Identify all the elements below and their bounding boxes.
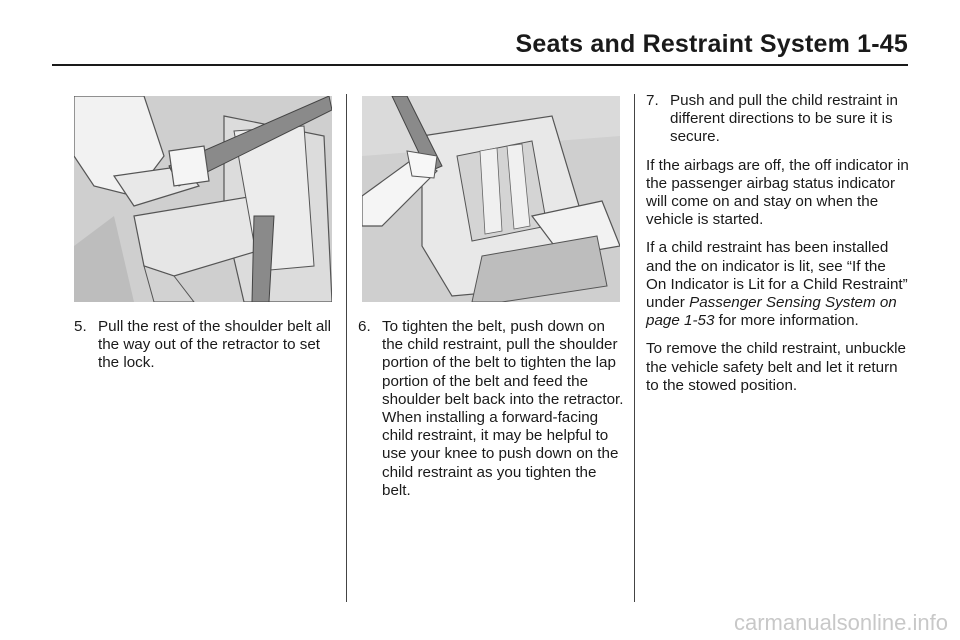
paragraph-text-after: for more information. [714,312,859,330]
watermark: carmanualsonline.info [733,610,948,635]
header-divider [52,64,908,66]
figure-tighten-belt [362,96,620,302]
page-title: Seats and Restraint System 1-45 [515,30,908,58]
on-indicator-paragraph [646,239,910,330]
cross-reference-link: Passenger Sensing System on page 1-53 [646,294,897,330]
step-text: Push and pull the child restraint in different directions to be sure it is secure. [670,92,898,146]
illustration-child-restraint [362,96,620,302]
paragraph-text-before: If a child restraint has been installed and the on indicator is lit, see “If the On Indicator is Lit for a Child Restraint” under [646,239,908,312]
step-text: To tighten the belt, push down on the child restraint, pull the shoulder portion of the belt to tighten the lap portion of the belt and feed the shoulder belt back into the retractor. When installing a forward-facing child restraint, it may be helpful to use your knee to push down on the child restraint as you tighten the belt. [382,318,624,499]
step-7 [646,92,910,147]
step-5 [74,318,336,373]
remove-restraint-paragraph: To remove the child restraint, unbuckle the vehicle safety belt and let it return to the stowed position. [646,340,907,394]
column-1 [74,318,336,373]
step-number: 5. [74,318,87,335]
step-text: Pull the rest of the shoulder belt all the way out of the retractor to set the lock. [98,318,332,372]
column-3 [646,92,910,405]
step-6 [358,318,624,500]
illustration-seat-belt-retractor [74,96,332,302]
column-divider-1 [346,94,347,602]
column-divider-2 [634,94,635,602]
step-number: 6. [358,318,371,335]
step-number: 7. [646,92,659,109]
figure-shoulder-belt-pull [74,96,332,302]
column-2 [358,318,624,500]
airbag-indicator-paragraph: If the airbags are off, the off indicator in the passenger airbag status indicator will come on and stay on when the vehicle is started. [646,156,909,229]
